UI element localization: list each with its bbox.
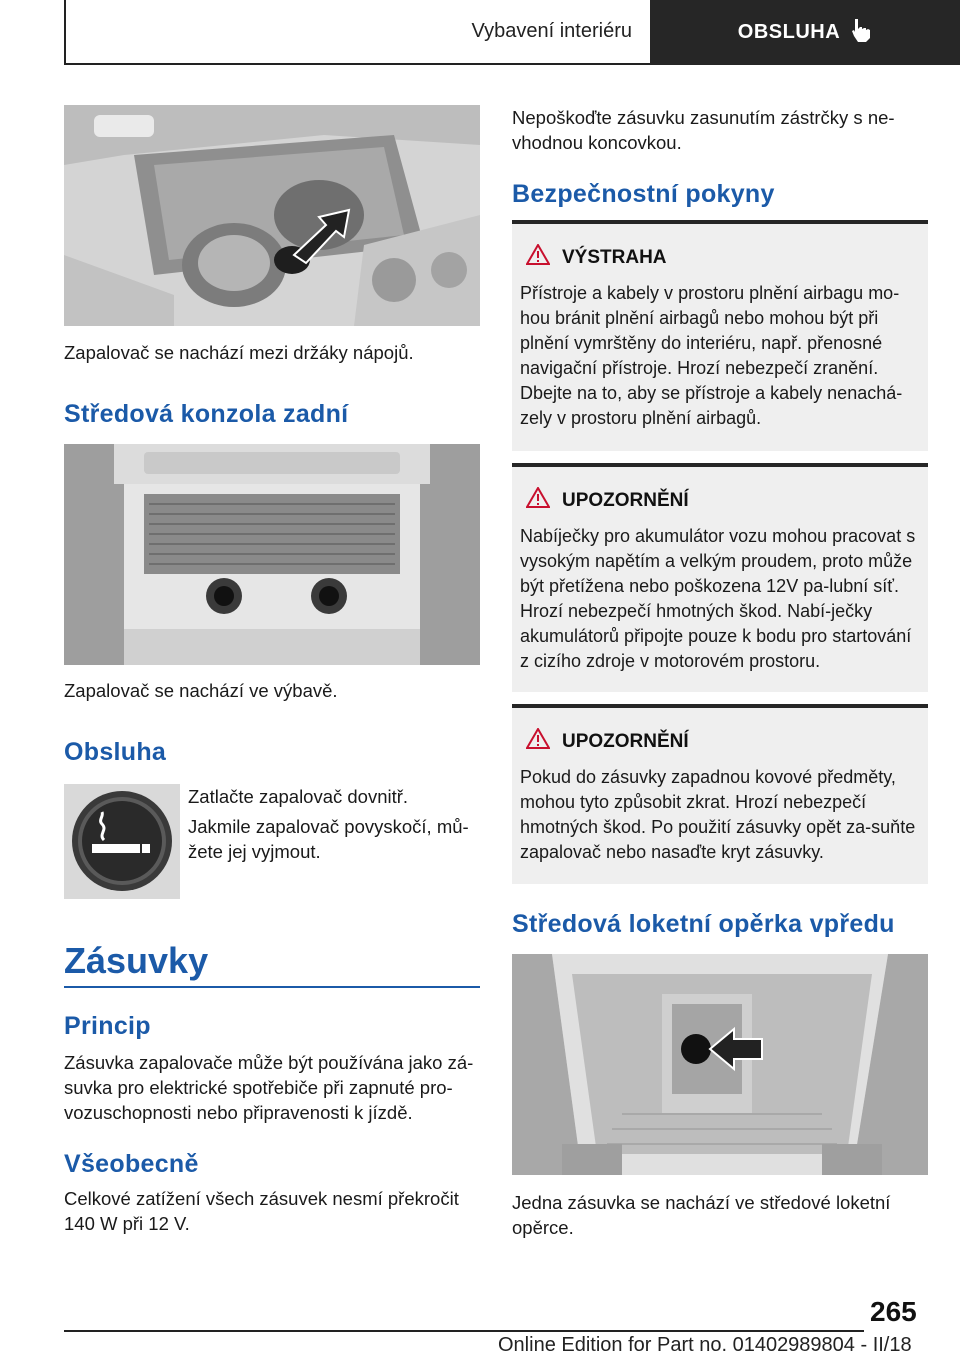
header-chapter-label: OBSLUHA (737, 21, 841, 43)
caution-box-chargers (512, 463, 928, 692)
general-text: Celkové zatížení všech zásuvek nesmí překročit 140 W při 12 V. (64, 1188, 459, 1234)
caution-text: Nabíječky pro akumulátor vozu mohou pracovat s vysokým napětím a velkým proudem, proto může být přetížena nebo poškozena 12V pa-lubní síť. Hrozí nebezpečí hmotných škod. Nabí-ječky akumulátorů připojte pouze k bodu pro startování z cizího zdroje v motorovém prostoru. (520, 526, 916, 671)
heading-front-armrest: Středová loketní opěrka vpředu (512, 910, 895, 938)
lighter-button-image (64, 784, 180, 899)
socket-plug-warning-text: Nepoškoďte zásuvku zasunutím zástrčky s ne-vhodnou koncovkou. (512, 107, 895, 153)
cup-holder-photo (64, 105, 480, 326)
caption-lighter-location: Zapalovač se nachází mezi držáky nápojů. (64, 342, 414, 363)
caution-box-metal-objects (512, 704, 928, 884)
caution-title: UPOZORNĚNÍ (526, 487, 918, 514)
armrest-socket-photo (512, 954, 928, 1175)
footer-edition: Online Edition for Part no. 01402989804 - II/18 (498, 1334, 912, 1356)
heading-operation: Obsluha (64, 738, 167, 766)
page-number: 265 (870, 1296, 917, 1327)
caption-lighter-equipment: Zapalovač se nachází ve výbavě. (64, 680, 338, 701)
warning-text: Přístroje a kabely v prostoru plnění airbagu mo-hou bránit plnění airbagů nebo mohou být při plnění vymrštěny do interiéru, např. přenosné navigační přístroje. Hrozí nebezpečí zranění. Dbejte na to, aby se přístroje a kabely nenachá-zely v prostoru plnění airbagů. (520, 283, 903, 428)
footer-rule (64, 1330, 864, 1332)
header-bottom-rule (64, 63, 650, 65)
heading-general: Všeobecně (64, 1150, 199, 1178)
caution-title: UPOZORNĚNÍ (526, 728, 918, 755)
header-section-title (66, 0, 646, 63)
header-chapter-tab (650, 0, 960, 65)
warning-title: VÝSTRAHA (526, 244, 918, 271)
heading-safety: Bezpečnostní pokyny (512, 180, 775, 208)
pointing-hand-icon (850, 17, 872, 49)
heading-rear-console: Středová konzola zadní (64, 400, 349, 428)
sockets-heading-rule (64, 986, 480, 988)
operation-step-2: Jakmile zapalovač povyskočí, mů-žete jej vyjmout. (188, 816, 469, 862)
caption-armrest-socket: Jedna zásuvka se nachází ve středové loketní opěrce. (512, 1192, 891, 1238)
cigarette-lighter-icon (64, 784, 180, 899)
heading-sockets: Zásuvky (64, 940, 209, 981)
header-section-label: Vybavení interiéru (471, 20, 632, 42)
caution-text: Pokud do zásuvky zapadnou kovové předměty, mohou tyto způsobit zkrat. Hrozí nebezpečí hmotných škod. Po použití zásuvky opět za-suňte zapalovač nebo nasaďte kryt zásuvky. (520, 767, 916, 862)
principle-text: Zásuvka zapalovače může být používána jako zá-suvka pro elektrické spotřebiče při zapnuté pro-vozuschopnosti nebo připravenosti k jízdě. (64, 1052, 474, 1123)
operation-step-1: Zatlačte zapalovač dovnitř. (188, 786, 409, 807)
heading-principle: Princip (64, 1012, 151, 1040)
warning-triangle-icon (526, 487, 550, 514)
warning-triangle-icon (526, 728, 550, 755)
rear-console-photo (64, 444, 480, 665)
warning-triangle-icon (526, 244, 550, 271)
warning-box-airbag (512, 220, 928, 451)
